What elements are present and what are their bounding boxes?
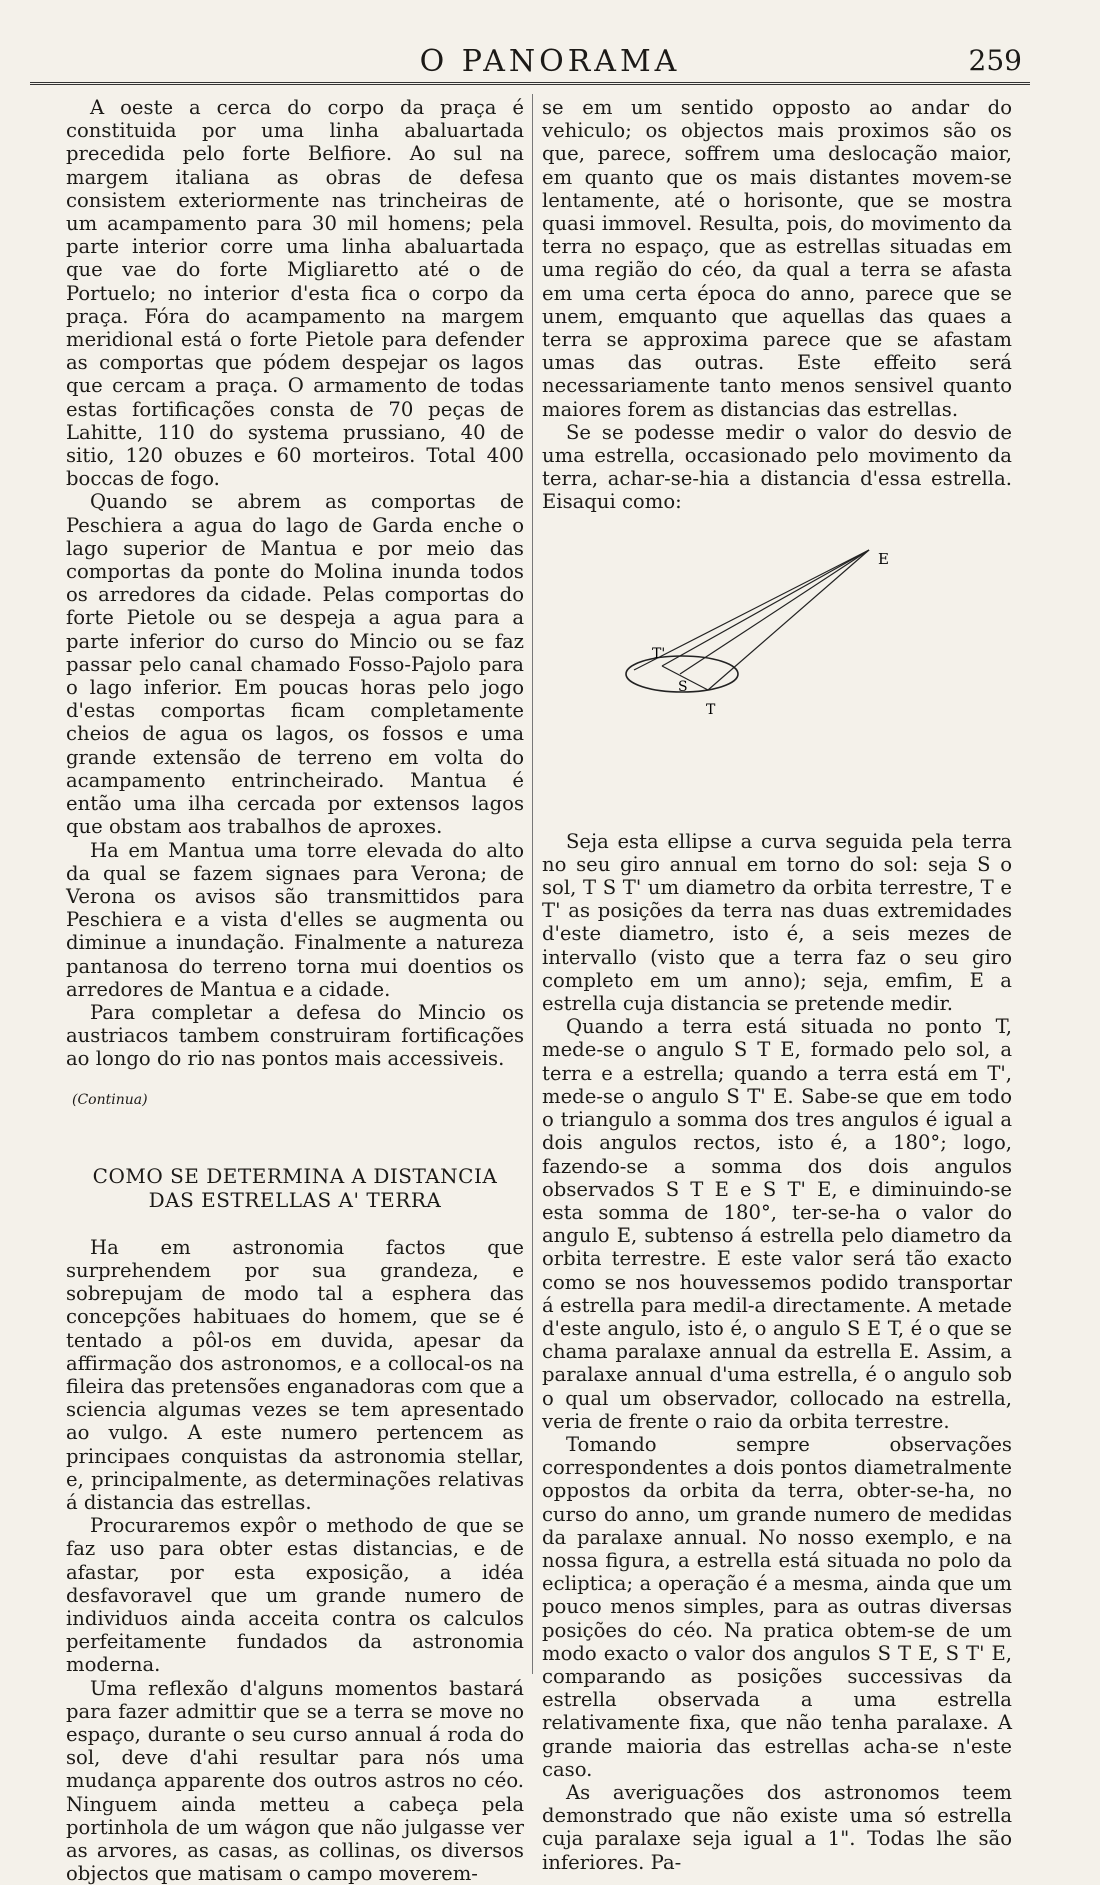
paragraph: Quando se abrem as comportas de Peschiera a agua do lago de Garda enche o lago superior de Mantua e por meio das comportas da ponte do Molina inunda todos os arredores da cidade. Pelas comportas do forte Pietole ou se despeja a agua para a parte inferior do curso do Mincio ou se faz passar pelo canal chamado Fosso-Pajolo para o lago inferior. Em poucas horas pelo jogo d'estas comportas ficam completamente cheios de agua os lagos, os fossos e uma grande extensão de terreno em volta do acampamento entrincheirado. Mantua é então uma ilha cercada por extensos lagos que obstam aos trabalhos de aproxes. [66, 490, 524, 839]
paragraph: Quando a terra está situada no ponto T, mede-se o angulo S T E, formado pelo sol, a terra e a estrella; quando a terra está em T', mede-se o angulo S T' E. Sabe-se que em todo o triangulo a somma dos tres angulos é igual a dois angulos rectos, isto é, a 180°; logo, fazendo-se a somma dos dois angulos observados S T E e S T' E, e diminuindo-se esta somma de 180°, ter-se-ha o valor do angulo E, subtenso á estrella pelo diametro da orbita terrestre. E este valor será tão exacto como se nos houvessemos podido transportar á estrella para medil-a directamente. A metade d'este angulo, isto é, o angulo S E T, é o que se chama paralaxe annual da estrella E. Assim, a paralaxe annual d'uma estrella, é o angulo sob o qual um observador, collocado na estrella, veria de frente o raio da orbita terrestre. [542, 1015, 1012, 1433]
column-divider [532, 94, 533, 1674]
paragraph: Ha em Mantua uma torre elevada do alto da qual se fazem signaes para Verona; de Verona os avisos são transmittidos para Peschiera e a vista d'elles se augmenta ou diminue a inundação. Finalmente a natureza pantanosa do terreno torna mui doentios os arredores de Mantua e a cidade. [66, 838, 524, 1001]
left-column [66, 96, 524, 1885]
continua-note: (Continua) [72, 1091, 148, 1108]
paragraph: Para completar a defesa do Mincio os austriacos tambem construiram fortificações ao longo do rio nas pontos mais accessiveis. [66, 1000, 524, 1071]
paragraph: A oeste a cerca do corpo da praça é constituida por uma linha abaluartada precedida pelo forte Belfiore. Ao sul na margem italiana as obras de defesa consistem exteriormente nas trincheiras de um acampamento para 30 mil homens; pela parte interior corre uma linha abaluartada que vae do forte Migliaretto até o de Portuelo; no interior d'esta fica o corpo da praça. Fóra do acampamento na margem meridional está o forte Pietole para defender as comportas que pódem despejar os lagos que cercam a praça. O armamento de todas estas fortificações consta de 70 peças de Lahitte, 110 do systema prussiano, 40 de sitio, 120 obuzes e 60 morteiros. Total 400 boccas de fogo. [66, 96, 524, 491]
article-title [66, 1164, 524, 1212]
parallax-figure [542, 524, 1012, 824]
label-s: S [678, 678, 688, 695]
sight-line [662, 550, 869, 666]
paragraph: As averiguações dos astronomos teem demonstrado que não existe uma só estrella cuja paralaxe seja igual a 1". Todas lhe são inferiores. Pa- [542, 1780, 1012, 1874]
paragraph: Seja esta ellipse a curva seguida pela terra no seu giro annual em torno do sol: seja S o sol, T S T' um diametro da orbita terrestre, T e T' as posições da terra nas duas extremidades d'este diametro, isto é, a seis mezes de intervallo (visto que a terra faz o seu giro completo em um anno); seja, emfim, E a estrella cuja distancia se pretende medir. [542, 829, 1012, 1016]
label-t-prime: T' [652, 645, 666, 662]
article-title-line: DAS ESTRELLAS A' TERRA [148, 1187, 442, 1212]
paragraph: Ha em astronomia factos que surprehendem por sua grandeza, e sobrepujam de modo tal a esphera das concepções habituaes do homem, que se é tentado a pôl-os em duvida, apesar da affirmação dos astronomos, e a collocal-os na fileira das pretensões enganadoras com que a sciencia algumas vezes se tem apresentado ao vulgo. A este numero pertencem as principaes conquistas da astronomia stellar, e, principalmente, as determinações relativas á distancia das estrellas. [66, 1235, 524, 1514]
header-rule [30, 82, 1030, 85]
paragraph: Uma reflexão d'alguns momentos bastará para fazer admittir que se a terra se move no espaço, durante o seu curso annual á roda do sol, deve d'ahi resultar para nós uma mudança apparente dos outros astros no céo. Ninguem ainda metteu a cabeça pela portinhola de um wágon que não julgasse ver as arvores, as casas, as collinas, os diversos objectos que matisam o campo moverem- [66, 1676, 524, 1885]
page-title: O PANORAMA [419, 44, 681, 79]
label-t: T [706, 701, 716, 718]
sight-line [680, 550, 869, 674]
label-e: E [878, 549, 889, 568]
page-number: 259 [968, 44, 1022, 77]
right-column [542, 96, 1012, 1874]
paragraph: se em um sentido opposto ao andar do vehiculo; os objectos mais proximos são os que, parece, soffrem uma deslocação maior, em quanto que os mais distantes movem-se lentamente, até o horisonte, que se mostra quasi immovel. Resulta, pois, do movimento da terra no espaço, que as estrellas situadas em uma região do céo, da qual a terra se afasta em uma certa época do anno, parece que se unem, emquanto que aquellas das quaes a terra se approxima parece que se afastam umas das outras. Este effeito será necessariamente tanto menos sensivel quanto maiores forem as distancias das estrellas. [542, 96, 1012, 421]
article-title-line: COMO SE DETERMINA A DISTANCIA [92, 1163, 498, 1188]
parallax-diagram [622, 524, 922, 804]
paragraph: Se se podesse medir o valor do desvio de uma estrella, occasionado pelo movimento da terra, achar-se-hia a distancia d'essa estrella. Eisaqui como: [542, 420, 1012, 514]
paragraph: Tomando sempre observações correspondentes a dois pontos diametralmente oppostos da orbita da terra, obter-se-ha, no curso do anno, um grande numero de medidas da paralaxe annual. No nosso exemplo, e na nossa figura, a estrella está situada no polo da ecliptica; a operação é a mesma, ainda que um pouco menos simples, para as outras diversas posições do céo. Na pratica obtem-se de um modo exacto o valor dos angulos S T E, S T' E, comparando as posições successivas da estrella observada a uma estrella relativamente fixa, que não tenha paralaxe. A grande maioria das estrellas acha-se n'este caso. [542, 1432, 1012, 1781]
paragraph: Procuraremos expôr o methodo de que se faz uso para obter estas distancias, e de afastar, por esta exposição, a idéa desfavoravel que um grande numero de individuos ainda acceita contra os calculos perfeitamente fundados da astronomia moderna. [66, 1514, 524, 1677]
